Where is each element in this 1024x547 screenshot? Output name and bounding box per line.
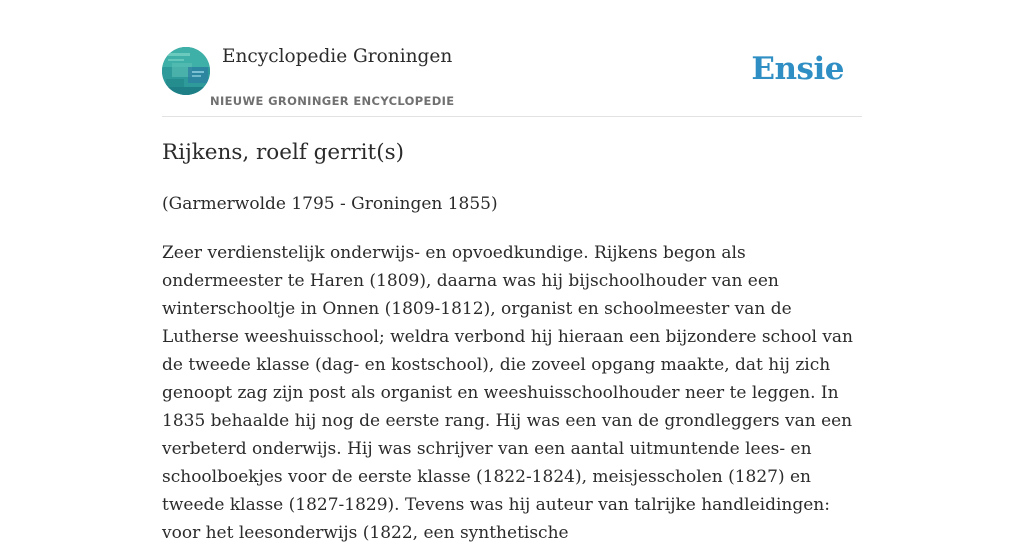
source-subtitle: NIEUWE GRONINGER ENCYCLOPEDIE (210, 94, 455, 108)
entry-title: Rijkens, roelf gerrit(s) (162, 140, 405, 165)
entry-body-text: Zeer verdienstelijk onderwijs- en opvoedkundige. Rijkens begon als ondermeester te Haren (1809), daarna was hij bijschoolhouder van een winterschooltje in Onnen (1809-1812), organist en schoolmeester van de Lutherse weeshuisschool; weldra verbond hij hieraan een bijzondere school van de tweede klasse (dag- en kostschool), die zoveel opgang maakte, dat hij zich genoopt zag zijn post als organist en weeshuisschoolhouder neer te leggen. In 1835 behaalde hij nog de eerste rang. Hij was een van de grondleggers van een verbeterd onderwijs. Hij was schrijver van een aantal uitmuntende lees- en schoolboekjes voor de eerste klasse (1822-1824), meisjesscholen (1827) en tweede klasse (1827-1829). Tevens was hij auteur van talrijke handleidingen: voor het leesonderwijs (1822, een synthetische (162, 243, 854, 543)
source-title[interactable]: Encyclopedie Groningen (222, 46, 453, 67)
ensie-logo[interactable]: Ensie (751, 51, 844, 87)
entry-birth-death: (Garmerwolde 1795 - Groningen 1855) (162, 194, 498, 214)
source-header (162, 0, 862, 117)
source-logo[interactable] (162, 47, 210, 95)
page-container (162, 0, 862, 543)
encyclopedia-cover-icon (162, 47, 210, 95)
